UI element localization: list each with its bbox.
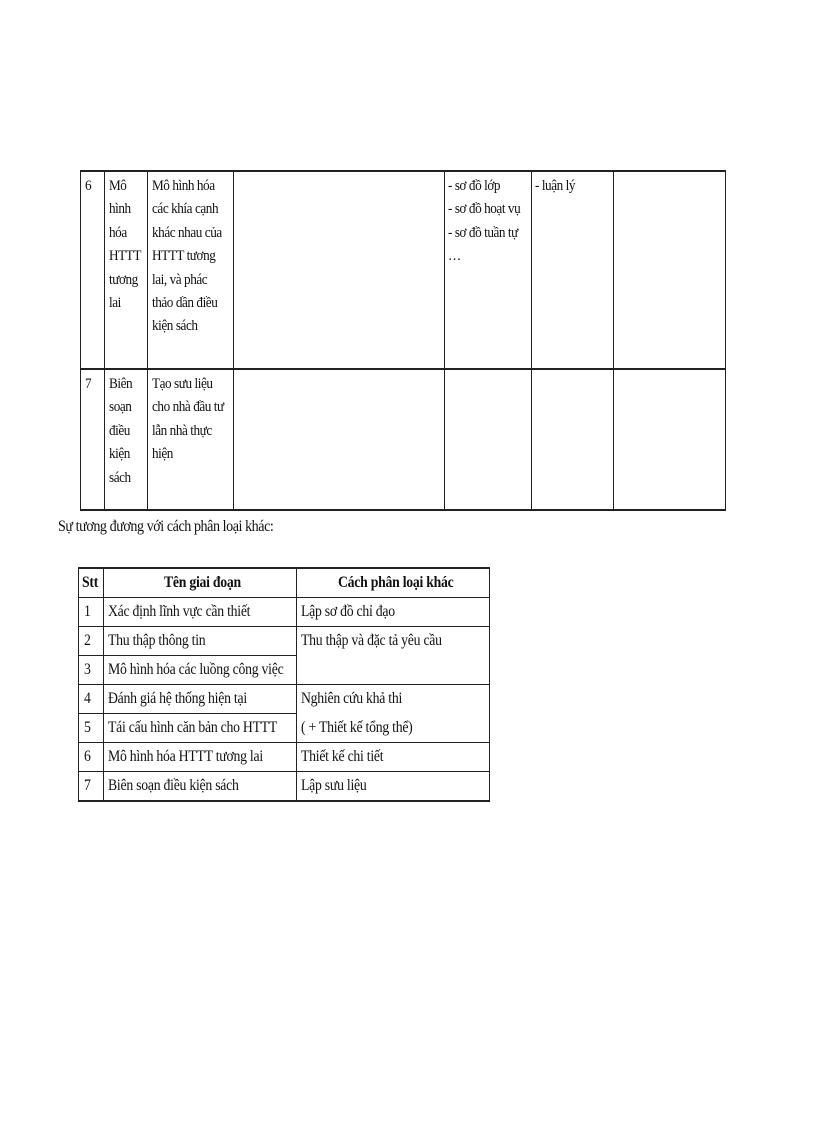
top-table-vline (104, 170, 105, 511)
top-table-vline (233, 170, 234, 511)
top-row-name-line: soạn (109, 399, 132, 416)
top-row-desc-line: các khía cạnh (152, 201, 219, 218)
equiv-row-stt: 2 (84, 632, 91, 649)
top-row-desc-line: lai, và phác (152, 271, 208, 288)
top-row-desc-line: Tạo sưu liệu (152, 376, 213, 392)
top-row-name-line: hình (109, 201, 131, 218)
top-table-border-bottom (80, 509, 726, 511)
top-table-row-divider (80, 368, 726, 370)
equiv-table-vline (296, 567, 297, 802)
equiv-row-stt: 1 (84, 603, 91, 620)
top-row-name-line: tương (109, 271, 138, 288)
top-row-name-line: sách (109, 469, 131, 486)
top-row-name-line: kiện (109, 446, 130, 463)
top-row-diagram-line: … (448, 248, 461, 265)
equiv-row-other: ( + Thiết kế tổng thể) (301, 719, 413, 736)
equiv-row-stage: Mô hình hóa các luồng công việc (108, 661, 284, 678)
top-row-diagram-line: - sơ đồ hoạt vụ (448, 201, 521, 218)
equiv-row-stage: Thu thập thông tin (108, 632, 206, 649)
top-row-diagrams (448, 175, 520, 269)
top-row-name-line: HTTT (109, 248, 141, 265)
top-row-name-line: điều (109, 422, 130, 439)
equiv-header-stage: Tên giai đoạn (164, 574, 241, 591)
section-caption: Sự tương đương với cách phân loại khác: (58, 518, 274, 535)
top-row-desc-line: lẫn nhà thực (152, 422, 212, 439)
top-table-vline (147, 170, 148, 511)
top-row-desc-line: Mô hình hóa (152, 178, 215, 194)
equiv-row-stt: 6 (84, 748, 91, 765)
equiv-row-stage: Đánh giá hệ thống hiện tại (108, 690, 247, 707)
top-row-desc-line: khác nhau của (152, 224, 222, 241)
top-row-desc-line: HTTT tương (152, 248, 216, 265)
top-row-desc-line: thảo dần điều (152, 295, 218, 312)
equiv-row-stt: 5 (84, 719, 91, 736)
equiv-row-stage: Xác định lĩnh vực cần thiết (108, 603, 251, 620)
equiv-row-stage: Mô hình hóa HTTT tương lai (108, 748, 263, 765)
top-table-vline (613, 170, 614, 511)
equiv-row-other: Thu thập và đặc tả yêu cầu (301, 632, 442, 649)
equiv-table-vline (103, 567, 104, 802)
equiv-table-vline (78, 567, 79, 802)
equiv-row-stt: 3 (84, 661, 91, 678)
top-row-stt: 6 (85, 178, 92, 194)
top-row-desc (152, 373, 224, 467)
top-table-vline (80, 170, 81, 511)
top-row-desc-line: cho nhà đầu tư (152, 399, 224, 416)
top-row-name (109, 175, 141, 315)
equiv-row-other: Lập sơ đồ chỉ đạo (301, 603, 395, 620)
equiv-row-other: Thiết kế chi tiết (301, 748, 384, 765)
top-row-diagram-line: - sơ đồ tuần tự (448, 224, 518, 241)
top-row-diagram-line: - sơ đồ lớp (448, 178, 501, 194)
equiv-row-stt: 4 (84, 690, 91, 707)
top-row-stt: 7 (85, 376, 92, 392)
equiv-header-stt: Stt (82, 574, 99, 591)
equiv-table-vline (489, 567, 490, 802)
top-row-name-line: lai (109, 295, 121, 312)
equiv-row-stage: Biên soạn điều kiện sách (108, 777, 239, 794)
equiv-header-other: Cách phân loại khác (338, 574, 454, 591)
equiv-row-other: Nghiên cứu khả thi (301, 690, 403, 707)
equiv-row-stt: 7 (84, 777, 91, 794)
equiv-row-other: Lập sưu liệu (301, 777, 367, 794)
top-row-name-line: Mô (109, 178, 127, 194)
top-row-desc-line: kiện sách (152, 318, 198, 335)
top-table-vline (725, 170, 726, 511)
top-row-aspect-line: - luận lý (535, 178, 576, 194)
top-row-desc-line: hiện (152, 446, 173, 463)
equiv-row-stage: Tái cấu hình căn bản cho HTTT (108, 719, 278, 736)
top-row-name-line: Biên (109, 376, 133, 392)
equiv-table-border-bottom (78, 800, 490, 802)
top-row-desc (152, 175, 222, 339)
top-row-name-line: hóa (109, 224, 127, 241)
top-row-name (109, 373, 132, 490)
top-row-aspect (535, 175, 575, 198)
top-table-border-top (80, 170, 726, 172)
top-table-vline (531, 170, 532, 511)
top-table-vline (444, 170, 445, 511)
